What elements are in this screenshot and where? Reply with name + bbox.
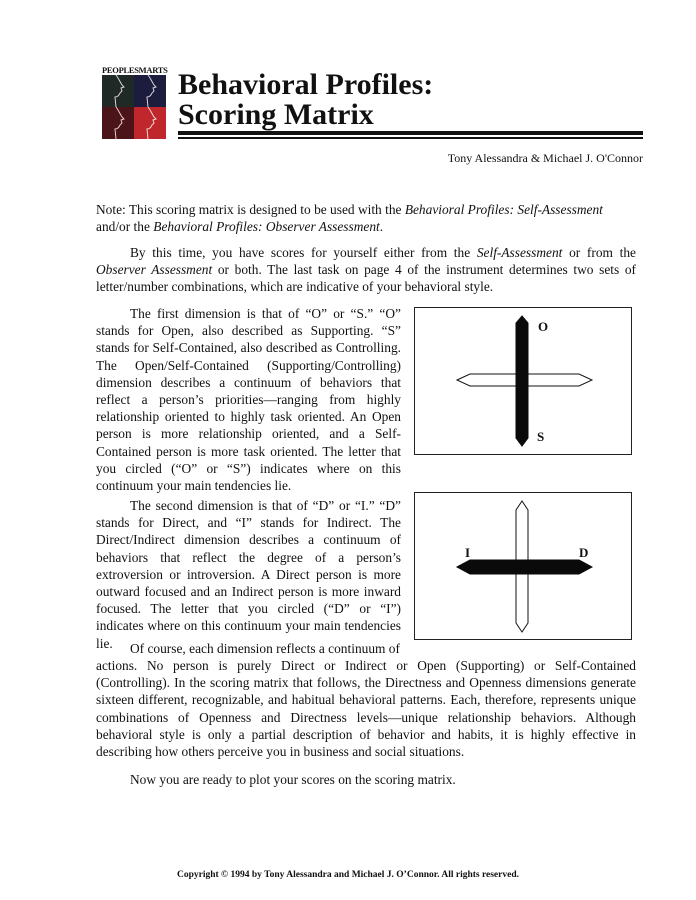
title-line-2: Scoring Matrix	[178, 98, 374, 131]
continuum-paragraph: actions. No person is purely Direct or Indirect or Open (Supporting) or Self-Contained (Controlling). In the scoring matrix that follows, the Directness and Openness dimensions generate sixteen different, recognizable, and habitual behavioral patterns. Each, therefore, represents unique combinations of Openness and Directness levels—unique relationship behaviors. Although behavioral style is only a partial description of behavior and habits, it is highly effective in describing how others perceive you in business and social situations.	[96, 658, 636, 760]
intro-text-1: By this time, you have scores for yourself either from the	[130, 245, 477, 260]
closing-paragraph: Now you are ready to plot your scores on the scoring matrix.	[130, 772, 456, 787]
logo-quadrant-1	[102, 75, 134, 107]
openness-cross-icon	[415, 308, 631, 454]
continuum-paragraph-first-line: Of course, each dimension reflects a continuum of	[130, 641, 400, 656]
page-title	[178, 70, 433, 130]
logo-wordmark: PEOPLESMARTS	[102, 65, 168, 75]
open-label: O	[538, 319, 549, 334]
intro-text-3: or both. The last task on page 4 of the instrument determines two sets of letter/number combinations, which are indicative of your behavioral style.	[96, 262, 636, 295]
authors-byline: Tony Alessandra & Michael J. O'Connor	[447, 151, 643, 165]
intro-ref-self-assessment: Self-Assessment	[476, 245, 563, 260]
logo-profile-grid	[102, 75, 166, 139]
self-contained-label: S	[537, 429, 545, 444]
title-rule-thin	[178, 137, 643, 139]
logo-quadrant-2	[134, 75, 166, 107]
note-paragraph	[96, 201, 636, 235]
intro-text-2: or from the	[562, 245, 636, 260]
title-line-1: Behavioral Profiles:	[178, 68, 434, 101]
direct-label: D	[579, 545, 589, 560]
face-profile-icon	[102, 75, 134, 107]
note-ref-self-assessment: Behavioral Profiles: Self-Assessment	[404, 202, 603, 217]
intro-ref-observer-assessment: Observer Assessment	[96, 262, 213, 278]
intro-paragraph	[96, 244, 636, 296]
face-profile-icon	[134, 107, 166, 139]
note-ref-observer-assessment: Behavioral Profiles: Observer Assessment	[153, 219, 380, 235]
copyright-footer: Copyright © 1994 by Tony Alessandra and Michael J. O’Connor. All rights reserved.	[176, 870, 519, 880]
indirect-label: I	[465, 545, 471, 560]
note-text-mid: and/or the	[96, 219, 154, 235]
note-suffix: .	[379, 219, 384, 235]
openness-axis-diagram	[414, 307, 632, 455]
face-profile-icon	[134, 75, 166, 107]
directness-axis-diagram	[414, 492, 632, 640]
second-dimension-paragraph: The second dimension is that of “D” or “I.” “D” stands for Direct, and “I” stands for Indirect. The Direct/Indirect dimension describes a continuum of behaviors that reflect the degree of a person’s extroversion or introversion. A Direct person is more outward focused and an Indirect person is more inward focused. The letter that you circled (“D” or “I”) indicates where on this continuum your main tendencies lie.	[96, 498, 401, 651]
note-text: Note: This scoring matrix is designed to be used with the	[96, 202, 405, 217]
logo-quadrant-3	[102, 107, 134, 139]
face-profile-icon	[102, 107, 134, 139]
directness-cross-icon	[415, 493, 631, 639]
logo-quadrant-4	[134, 107, 166, 139]
peoplesmarts-logo	[102, 66, 166, 139]
title-rule-thick	[178, 131, 643, 135]
first-dimension-paragraph: The first dimension is that of “O” or “S.” “O” stands for Open, also described as Supporting. “S” stands for Self-Contained, also described as Controlling. The Open/Self-Contained (Supporting/Controlling) dimension describes a continuum of behaviors that reflect a person’s priorities—ranging from highly relationship oriented to highly task oriented. An Open person is more relationship oriented, and a Self-Contained person is more task oriented. The letter that you circled (“O” or “S”) indicates where on this continuum your main tendencies lie.	[96, 306, 401, 494]
